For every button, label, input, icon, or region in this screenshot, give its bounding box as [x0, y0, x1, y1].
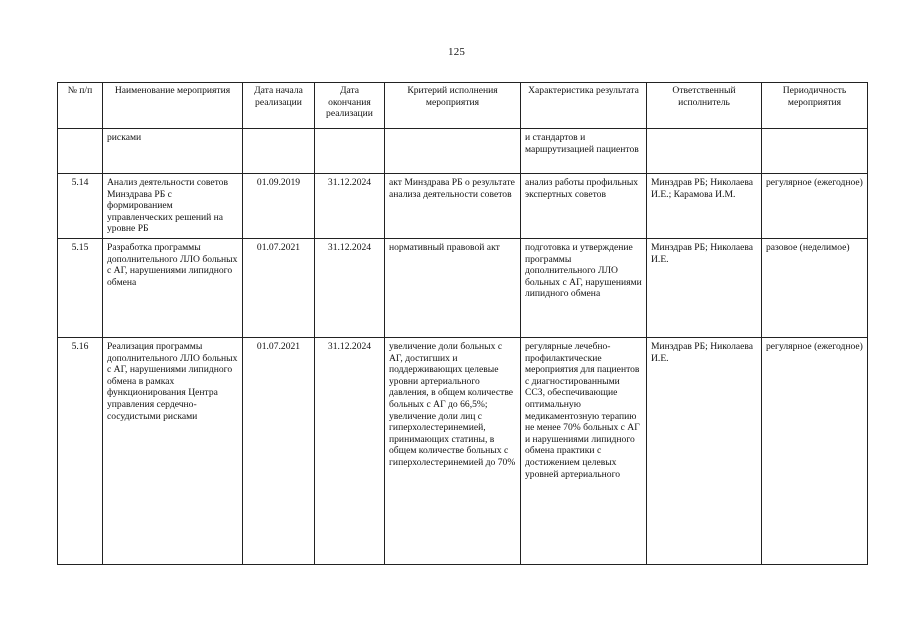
cell-result: анализ работы профильных экспертных советов	[521, 174, 647, 239]
cell-responsible: Минздрав РБ; Николаева И.Е.	[647, 239, 762, 338]
cell-end-date: 31.12.2024	[315, 174, 385, 239]
cell-name: Реализация программы дополнительного ЛЛО больных с АГ, нарушениями липидного обмена в рамках функционирования Центра управления сердечно-сосудистыми рисками	[103, 338, 243, 565]
cell-name: рисками	[103, 129, 243, 174]
cell-name: Разработка программы дополнительного ЛЛО больных с АГ, нарушениями липидного обмена	[103, 239, 243, 338]
header-criterion: Критерий исполнения мероприятия	[385, 83, 521, 129]
cell-start-date	[243, 129, 315, 174]
header-start-date: Дата начала реализации	[243, 83, 315, 129]
cell-end-date: 31.12.2024	[315, 338, 385, 565]
cell-num: 5.15	[58, 239, 103, 338]
cell-name: Анализ деятельности советов Минздрава РБ с формированием управленческих решений на уровне РБ	[103, 174, 243, 239]
cell-end-date	[315, 129, 385, 174]
header-result: Характеристика результата	[521, 83, 647, 129]
table-row	[58, 174, 868, 239]
cell-responsible: Минздрав РБ; Николаева И.Е.; Карамова И.М.	[647, 174, 762, 239]
cell-criterion: увеличение доли больных с АГ, достигших и поддерживающих целевые уровни артериального давления, в общем количестве больных с АГ до 66,5%; увеличение доли лиц с гиперхолестеринемией, принимающих статины, в общем количестве больных с гиперхолестеринемией до 70%	[385, 338, 521, 565]
header-name: Наименование мероприятия	[103, 83, 243, 129]
table-row	[58, 239, 868, 338]
cell-result: и стандартов и маршрутизацией пациентов	[521, 129, 647, 174]
cell-period: регулярное (ежегодное)	[762, 174, 868, 239]
cell-criterion: акт Минздрава РБ о результате анализа деятельности советов	[385, 174, 521, 239]
cell-start-date: 01.07.2021	[243, 338, 315, 565]
cell-start-date: 01.07.2021	[243, 239, 315, 338]
cell-period	[762, 129, 868, 174]
cell-period: разовое (неделимое)	[762, 239, 868, 338]
cell-num: 5.14	[58, 174, 103, 239]
header-responsible: Ответственный исполнитель	[647, 83, 762, 129]
header-period: Периодичность мероприятия	[762, 83, 868, 129]
cell-responsible: Минздрав РБ; Николаева И.Е.	[647, 338, 762, 565]
header-num: № п/п	[58, 83, 103, 129]
cell-end-date: 31.12.2024	[315, 239, 385, 338]
header-end-date: Дата окончания реализации	[315, 83, 385, 129]
table-row	[58, 338, 868, 565]
cell-result: подготовка и утверждение программы дополнительного ЛЛО больных с АГ, нарушениями липидного обмена	[521, 239, 647, 338]
page-number: 125	[448, 46, 466, 58]
cell-criterion: нормативный правовой акт	[385, 239, 521, 338]
cell-period: регулярное (ежегодное)	[762, 338, 868, 565]
cell-start-date: 01.09.2019	[243, 174, 315, 239]
cell-num: 5.16	[58, 338, 103, 565]
cell-responsible	[647, 129, 762, 174]
cell-num	[58, 129, 103, 174]
cell-result: регулярные лечебно-профилактические мероприятия для пациентов с диагностированными ССЗ, обеспечивающие оптимальную медикаментозную терапию не менее 70% больных с АГ и нарушениями липидного обмена практики с достижением целевых уровней артериального	[521, 338, 647, 565]
measures-table	[57, 82, 868, 565]
cell-criterion	[385, 129, 521, 174]
header-row	[58, 83, 868, 129]
table-row	[58, 129, 868, 174]
